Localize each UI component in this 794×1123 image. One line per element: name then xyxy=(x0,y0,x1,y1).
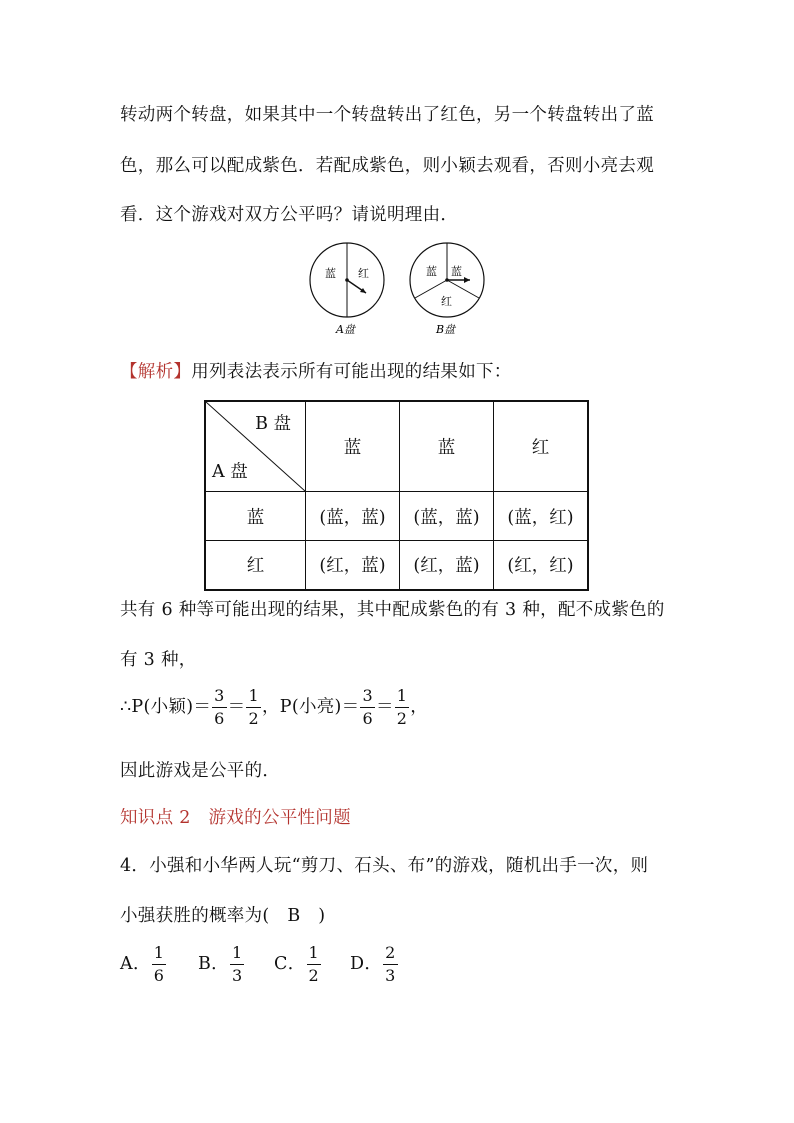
problem-line-2: 色，那么可以配成紫色．若配成紫色，则小颖去观看，否则小亮去观 xyxy=(120,156,654,176)
disc-b-bottom-label: 红 xyxy=(441,295,452,308)
solution-intro: 用列表法表示所有可能出现的结果如下： xyxy=(191,362,512,382)
question-4-line-2: 小强获胜的概率为( B ) xyxy=(120,906,326,926)
formula-suffix: ， xyxy=(410,697,429,717)
disc-b xyxy=(410,243,484,336)
spinner-figure xyxy=(300,238,500,338)
question-4-line-1: 4．小强和小华两人玩“剪刀、石头、布”的游戏，随机出手一次，则 xyxy=(120,856,649,876)
table-row xyxy=(205,541,588,590)
solution-intro-line xyxy=(120,358,512,383)
table-cell: (红，蓝) xyxy=(400,541,494,590)
fraction: $\frac{3}{6}$ xyxy=(362,686,373,728)
col-header: 红 xyxy=(494,401,589,492)
table-header-row xyxy=(205,401,588,492)
option-b: B． $\frac{1}{3}$ xyxy=(198,943,243,985)
disc-a xyxy=(310,243,384,336)
answer-options xyxy=(120,945,426,984)
table-cell: (蓝，蓝) xyxy=(400,492,494,541)
fraction: $\frac{3}{6}$ xyxy=(214,686,225,728)
fraction: $\frac{1}{2}$ xyxy=(396,686,408,728)
solution-tag: 【解析】 xyxy=(120,362,192,382)
problem-line-1: 转动两个转盘，如果其中一个转盘转出了红色，另一个转盘转出了蓝 xyxy=(120,105,654,125)
table-cell: (红，红) xyxy=(494,541,589,590)
corner-b-label: B 盘 xyxy=(255,414,291,434)
probability-formula xyxy=(120,688,428,727)
disc-b-top-right-label: 蓝 xyxy=(451,265,462,278)
formula-prefix: ∴P(小颖)＝ xyxy=(120,697,212,717)
option-c: C． $\frac{1}{2}$ xyxy=(274,943,319,985)
result-line-1: 共有 6 种等可能出现的结果，其中配成紫色的有 3 种，配不成紫色的 xyxy=(120,600,665,620)
result-table xyxy=(204,400,589,591)
table-cell: (蓝，红) xyxy=(494,492,589,541)
table-cell: (红，蓝) xyxy=(306,541,400,590)
table-row xyxy=(205,492,588,541)
result-line-2: 有 3 种， xyxy=(120,650,197,670)
row-label: 蓝 xyxy=(205,492,306,541)
equals-sign: ＝ xyxy=(227,697,246,717)
table-cell: (蓝，蓝) xyxy=(306,492,400,541)
option-d: D． $\frac{2}{3}$ xyxy=(350,943,396,985)
equals-sign: ＝ xyxy=(375,697,394,717)
disc-a-left-label: 蓝 xyxy=(325,267,336,280)
row-label: 红 xyxy=(205,541,306,590)
disc-a-right-label: 红 xyxy=(358,267,369,280)
corner-a-label: A 盘 xyxy=(212,462,248,482)
knowledge-point-heading: 知识点 2 游戏的公平性问题 xyxy=(120,808,351,828)
disc-b-top-left-label: 蓝 xyxy=(426,265,437,278)
col-header: 蓝 xyxy=(400,401,494,492)
fraction: $\frac{1}{2}$ xyxy=(248,686,259,728)
col-header: 蓝 xyxy=(306,401,400,492)
table-corner-cell xyxy=(205,401,306,492)
problem-line-3: 看．这个游戏对双方公平吗？请说明理由． xyxy=(120,205,459,225)
formula-mid: ，P(小亮)＝ xyxy=(261,697,360,717)
disc-a-caption: A盘 xyxy=(336,323,355,336)
disc-b-caption: B盘 xyxy=(436,323,456,336)
conclusion: 因此游戏是公平的． xyxy=(120,761,281,781)
option-a: A． $\frac{1}{6}$ xyxy=(120,943,165,985)
